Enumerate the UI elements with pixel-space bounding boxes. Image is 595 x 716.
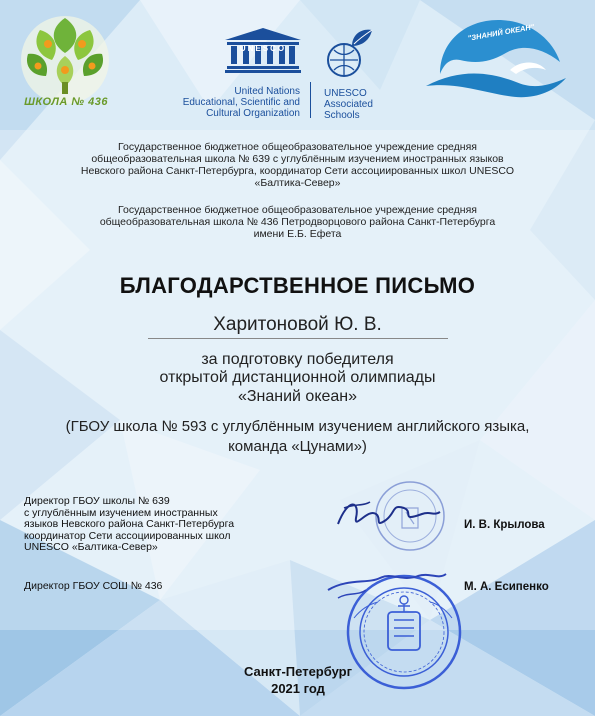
signatory-line: Директор ГБОУ школы № 639 bbox=[24, 495, 170, 507]
school-436-logo bbox=[10, 8, 120, 120]
unesco-divider bbox=[310, 82, 311, 118]
footer-city: Санкт-Петербург bbox=[243, 664, 353, 679]
body-line-4: (ГБОУ школа № 593 с углублённым изучением английского языка, bbox=[65, 418, 530, 435]
recipient-underline bbox=[148, 338, 448, 339]
letter-title: БЛАГОДАРСТВЕННОЕ ПИСЬМО bbox=[119, 273, 476, 298]
signatory-line: языков Невского района Санкт-Петербурга bbox=[24, 518, 235, 530]
signature-stamp-1 bbox=[330, 478, 460, 558]
signatory-1-title bbox=[24, 496, 274, 554]
org-line: «Балтика-Север» bbox=[254, 177, 341, 189]
ocean-logo-caption: "ЗНАНИЙ ОКЕАН" bbox=[467, 22, 535, 43]
organization-2 bbox=[0, 204, 595, 240]
body-line-1: за подготовку победителя bbox=[201, 351, 394, 368]
unesco-line: Cultural Organization bbox=[206, 108, 300, 119]
unesco-wordmark: UNESCO bbox=[239, 44, 287, 53]
aspnet-logo bbox=[318, 22, 398, 122]
body-line-2: открытой дистанционной олимпиады bbox=[159, 369, 436, 386]
wave-icon bbox=[420, 12, 570, 102]
org-line: общеобразовательная школа № 639 с углублённым изучением иностранных языков bbox=[91, 153, 504, 165]
org-line: общеобразовательная школа № 436 Петродворцового района Санкт-Петербурга bbox=[99, 216, 496, 228]
znaniy-okean-logo bbox=[420, 12, 570, 102]
signatory-2-title: Директор ГБОУ СОШ № 436 bbox=[24, 580, 163, 592]
signatory-line: с углублённым изучением иностранных bbox=[24, 506, 218, 519]
signatory-line: координатор Сети ассоциированных школ bbox=[24, 529, 231, 542]
body-line-5: команда «Цунами») bbox=[228, 438, 367, 455]
unesco-logo bbox=[165, 26, 315, 122]
aspnet-name bbox=[324, 88, 394, 121]
school-logo-caption: ШКОЛА № 436 bbox=[24, 96, 108, 108]
body-line-3: «Знаний океан» bbox=[237, 388, 358, 405]
aspnet-line: UNESCO bbox=[324, 88, 367, 99]
org-line: Невского района Санкт-Петербурга, координатор Сети ассоциированных школ UNESCO bbox=[80, 165, 515, 177]
signatory-1-name: И. В. Крылова bbox=[464, 519, 545, 531]
globe-plant-icon bbox=[322, 24, 378, 80]
org-line: имени Е.Б. Ефета bbox=[253, 228, 342, 240]
footer-year: 2021 год bbox=[271, 681, 325, 696]
signatory-2-name: М. А. Есипенко bbox=[464, 581, 549, 593]
unesco-org-name bbox=[165, 86, 300, 119]
org-line: Государственное бюджетное общеобразовательное учреждение средняя bbox=[118, 204, 477, 216]
signatory-line: UNESCO «Балтика-Север» bbox=[24, 541, 158, 553]
recipient-name: Харитоновой Ю. В. bbox=[213, 314, 382, 335]
unesco-line: United Nations bbox=[234, 86, 300, 97]
organization-1 bbox=[0, 141, 595, 189]
org-line: Государственное бюджетное общеобразовательное учреждение средняя bbox=[118, 141, 477, 153]
unesco-line: Educational, Scientific and bbox=[182, 97, 300, 108]
aspnet-line: Associated bbox=[324, 99, 373, 110]
aspnet-line: Schools bbox=[324, 110, 360, 121]
